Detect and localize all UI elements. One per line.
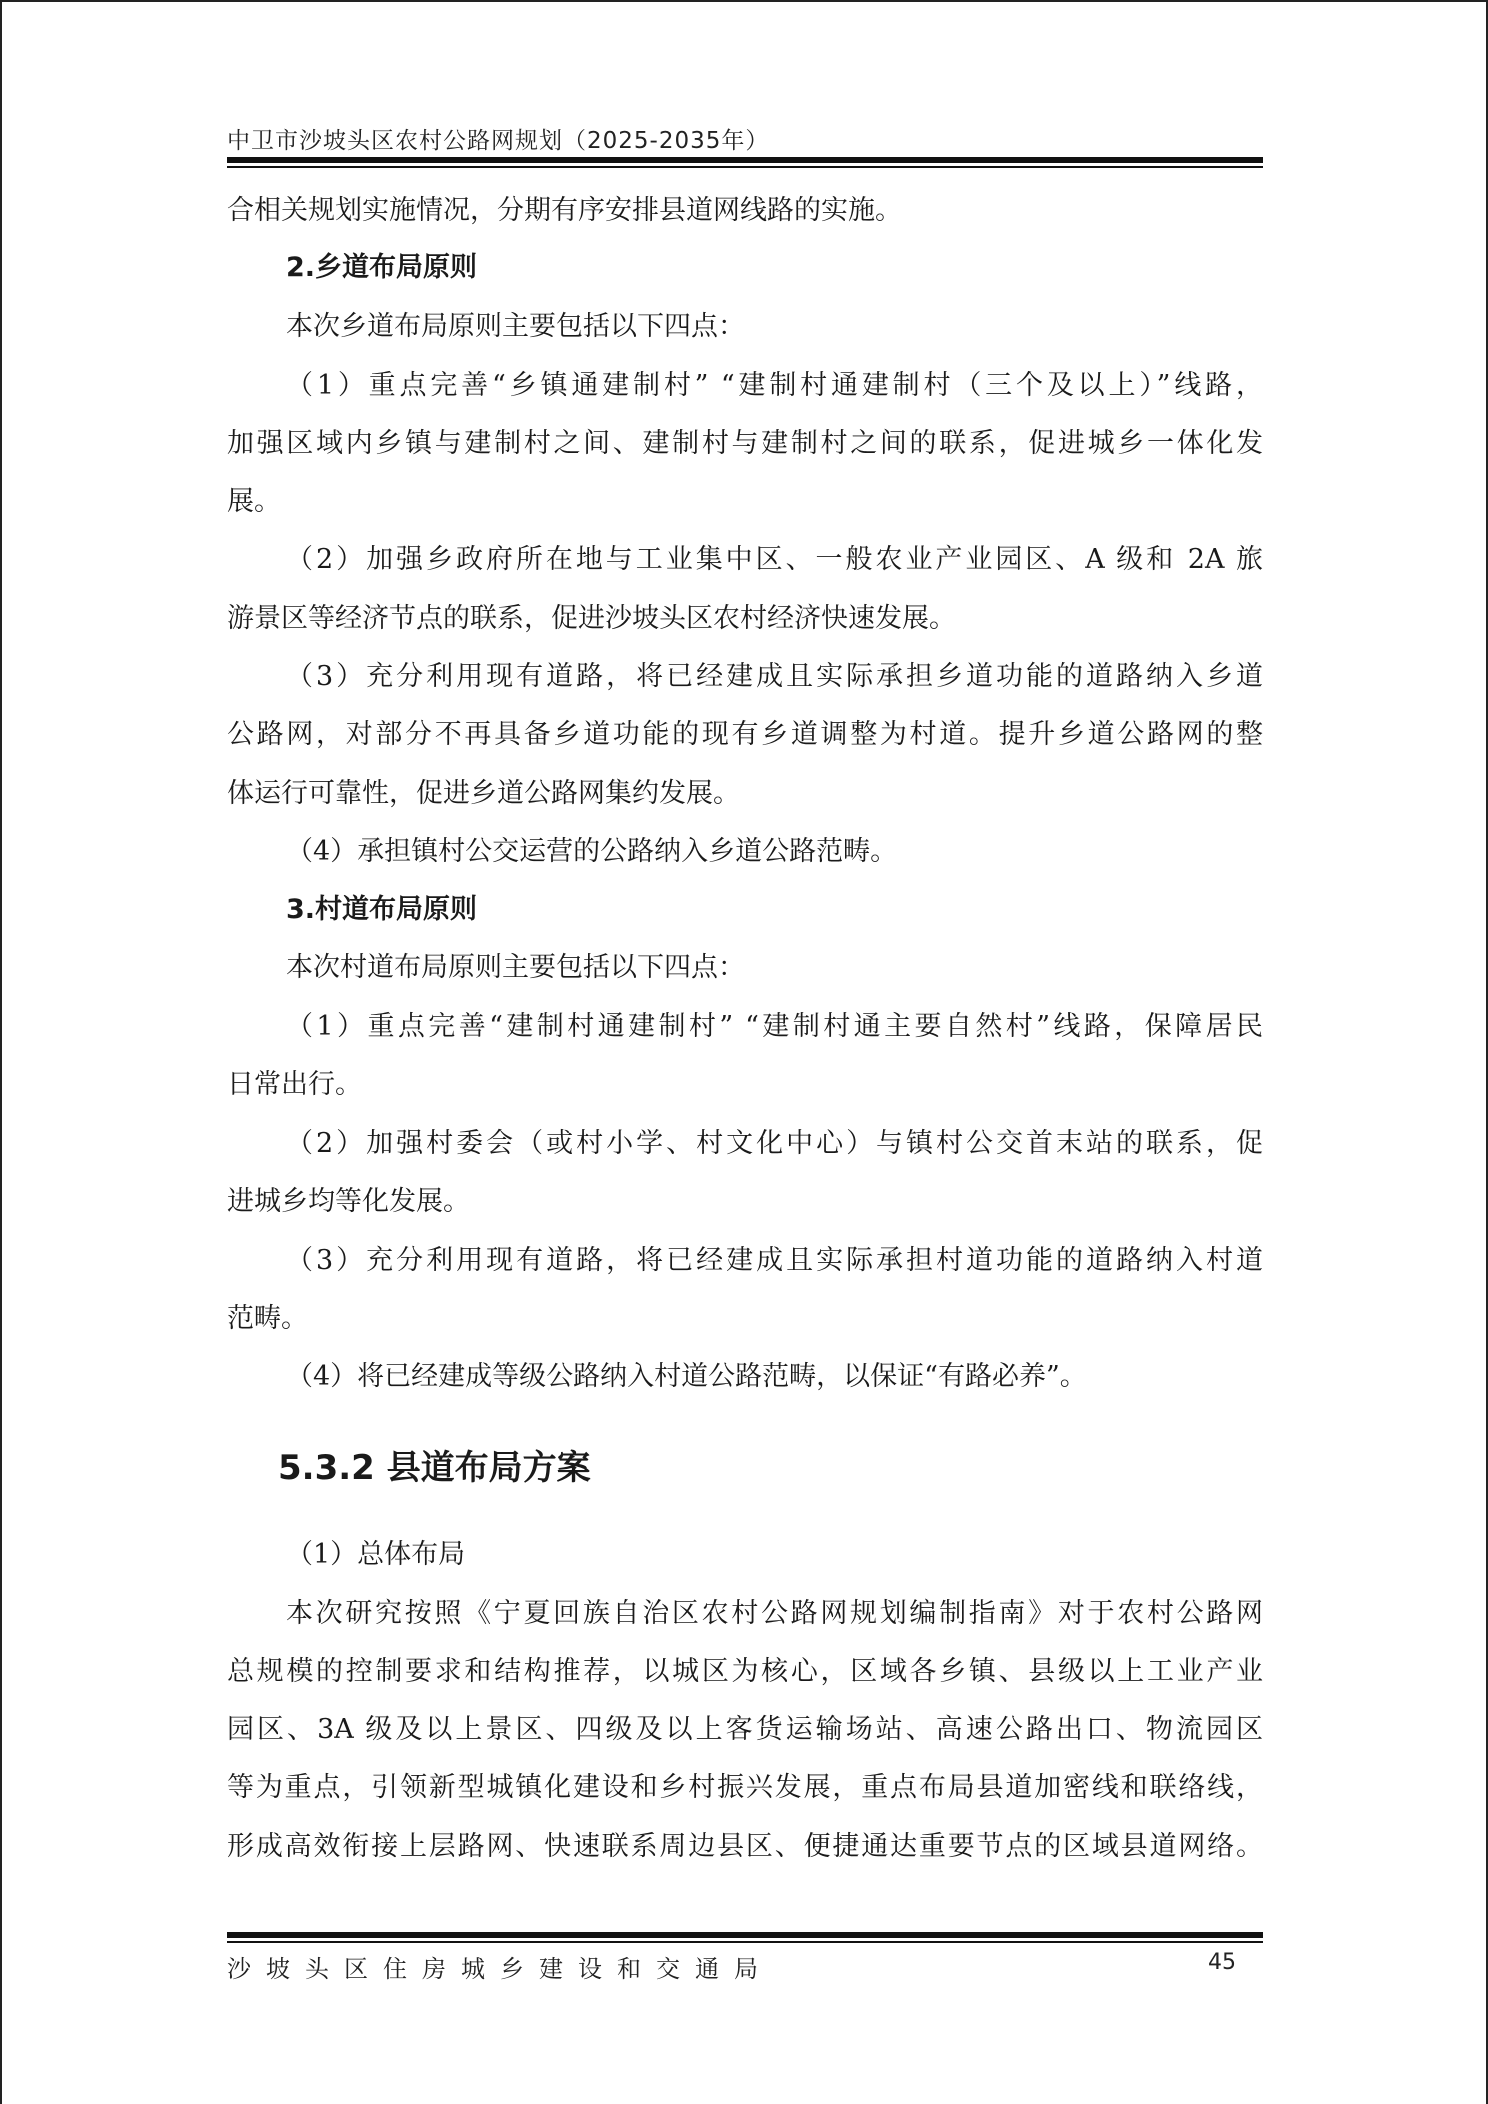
- paragraph-line: 园区、3A 级及以上景区、四级及以上客货运输场站、高速公路出口、物流园区: [227, 1714, 1263, 1745]
- paragraph-line: 进城乡均等化发展。: [227, 1186, 470, 1217]
- paragraph-line: 本次村道布局原则主要包括以下四点：: [286, 952, 745, 983]
- paragraph-line: 展。: [227, 486, 281, 517]
- page-border-left: [0, 0, 2, 2104]
- footer-rule-thick: [227, 1932, 1263, 1938]
- paragraph-line: （3）充分利用现有道路，将已经建成且实际承担乡道功能的道路纳入乡道: [286, 661, 1263, 692]
- page-border-top: [0, 0, 1488, 2]
- header-rule-thin: [227, 166, 1263, 168]
- paragraph-line: 日常出行。: [227, 1069, 362, 1100]
- paragraph-line: （1）总体布局: [286, 1539, 466, 1570]
- paragraph-line: 体运行可靠性，促进乡道公路网集约发展。: [227, 778, 740, 809]
- section-heading: 5.3.2 县道布局方案: [278, 1448, 591, 1488]
- running-header-title: 中卫市沙坡头区农村公路网规划（2025-2035年）: [227, 128, 770, 154]
- footer-rule-thin: [227, 1941, 1263, 1943]
- paragraph-line: 形成高效衔接上层路网、快速联系周边县区、便捷通达重要节点的区域县道网络。: [227, 1831, 1263, 1862]
- paragraph-line: 等为重点，引领新型城镇化建设和乡村振兴发展，重点布局县道加密线和联络线，: [227, 1772, 1263, 1803]
- paragraph-line: 游景区等经济节点的联系，促进沙坡头区农村经济快速发展。: [227, 603, 956, 634]
- paragraph-line: 本次研究按照《宁夏回族自治区农村公路网规划编制指南》对于农村公路网: [286, 1598, 1263, 1629]
- paragraph-line: （1）重点完善“建制村通建制村” “建制村通主要自然村”线路，保障居民: [286, 1011, 1263, 1042]
- paragraph-line: （3）充分利用现有道路，将已经建成且实际承担村道功能的道路纳入村道: [286, 1245, 1263, 1276]
- footer-organization: 沙坡头区住房城乡建设和交通局: [227, 1955, 773, 1983]
- page-number: 45: [1208, 1950, 1236, 1975]
- paragraph-line: 总规模的控制要求和结构推荐，以城区为核心，区域各乡镇、县级以上工业产业: [227, 1656, 1263, 1687]
- paragraph-line: （1）重点完善“乡镇通建制村” “建制村通建制村（三个及以上）”线路，: [286, 370, 1263, 401]
- paragraph-line: 合相关规划实施情况，分期有序安排县道网线路的实施。: [227, 195, 902, 226]
- subheading-cundao: 3.村道布局原则: [286, 894, 478, 925]
- paragraph-line: （2）加强村委会（或村小学、村文化中心）与镇村公交首末站的联系，促: [286, 1128, 1263, 1159]
- paragraph-line: （2）加强乡政府所在地与工业集中区、一般农业产业园区、A 级和 2A 旅: [286, 544, 1263, 575]
- paragraph-line: （4）将已经建成等级公路纳入村道公路范畴，以保证“有路必养”。: [286, 1361, 1087, 1392]
- paragraph-line: （4）承担镇村公交运营的公路纳入乡道公路范畴。: [286, 836, 898, 867]
- header-rule-thick: [227, 157, 1263, 163]
- paragraph-line: 公路网，对部分不再具备乡道功能的现有乡道调整为村道。提升乡道公路网的整: [227, 719, 1263, 750]
- paragraph-line: 本次乡道布局原则主要包括以下四点：: [286, 311, 745, 342]
- paragraph-line: 加强区域内乡镇与建制村之间、建制村与建制村之间的联系，促进城乡一体化发: [227, 428, 1263, 459]
- subheading-xiangdao: 2.乡道布局原则: [286, 252, 478, 283]
- paragraph-line: 范畴。: [227, 1303, 308, 1334]
